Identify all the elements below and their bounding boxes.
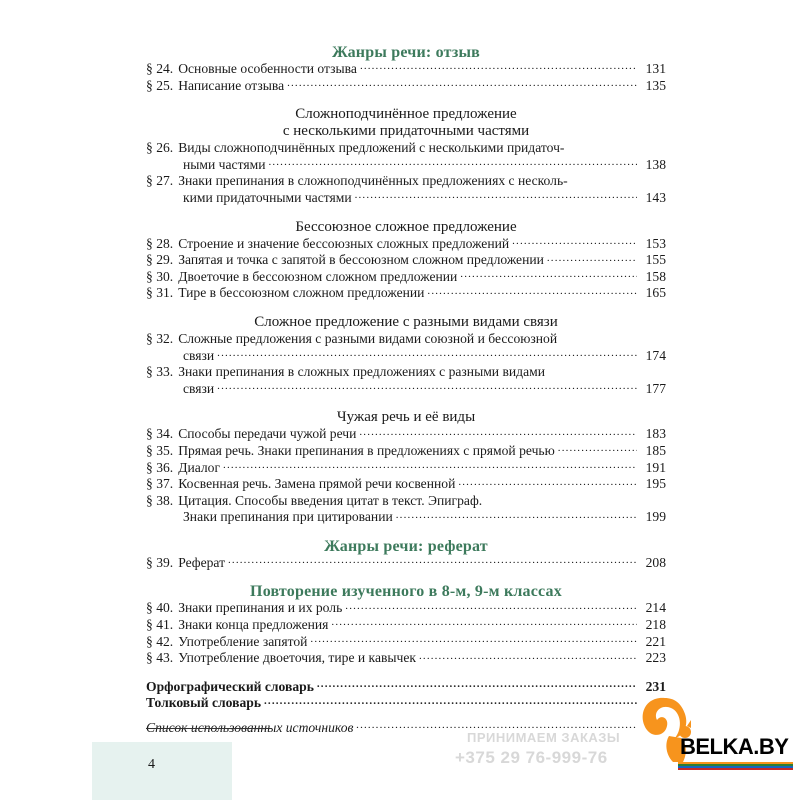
entry-title: кими придаточными частями (183, 189, 352, 205)
entry-page: 143 (645, 189, 666, 205)
section-title: Жанры речи: реферат (324, 537, 488, 555)
entry-title: Знаки препинания и их роль (178, 600, 343, 616)
toc-entry-line (146, 364, 666, 381)
toc-entry[interactable] (146, 493, 666, 526)
toc-entry[interactable] (146, 285, 666, 302)
entry-page: 174 (645, 347, 666, 363)
section-gap (146, 207, 666, 219)
entry-number: § 31. (146, 285, 174, 301)
appendix-entry[interactable] (146, 679, 666, 696)
toc-entry-line (146, 650, 666, 667)
toc-entry-line (146, 190, 666, 207)
dot-leader (331, 617, 637, 629)
dot-leader (360, 61, 637, 73)
entry-page: 191 (645, 459, 666, 475)
section-title: Бессоюзное сложное предложение (295, 218, 517, 235)
entry-title: Цитация. Способы введения цитат в текст. Эпиграф. (178, 492, 483, 508)
page-corner-tint (92, 742, 232, 800)
toc-entry[interactable] (146, 634, 666, 651)
section-gap (146, 397, 666, 409)
entry-page: 214 (645, 600, 666, 616)
section-title: Сложноподчинённое предложение (295, 106, 517, 123)
watermark (440, 728, 660, 788)
belka-logo (635, 692, 795, 792)
entry-page: 223 (645, 650, 666, 666)
entry-number: § 40. (146, 600, 174, 616)
entry-title: связи (183, 347, 215, 363)
entry-page: 155 (645, 252, 666, 268)
entry-title: Строение и значение бессоюзных сложных предложений (178, 235, 510, 251)
appendix-page: 231 (645, 678, 666, 694)
entry-title: Употребление запятой (178, 633, 308, 649)
dot-leader (458, 476, 637, 488)
entry-number: § 39. (146, 554, 174, 570)
entry-number: § 30. (146, 268, 174, 284)
entry-title: Реферат (178, 554, 226, 570)
toc-entry-line (146, 443, 666, 460)
entry-title: Прямая речь. Знаки препинания в предложениях с прямой речью (178, 442, 555, 458)
entry-title: Запятая и точка с запятой в бессоюзном сложном предложении (178, 252, 544, 268)
entry-title: Сложные предложения с разными видами союзной и бессоюзной (178, 330, 558, 346)
entry-number: § 24. (146, 61, 174, 76)
watermark-line2: +375 29 76-999-76 (455, 748, 608, 767)
entry-number: § 28. (146, 235, 174, 251)
toc-entry-line (146, 460, 666, 477)
entry-page: 153 (645, 235, 666, 251)
toc-entry[interactable] (146, 236, 666, 253)
footnote-rule (146, 728, 272, 729)
entry-number: § 25. (146, 77, 174, 93)
entry-page: 185 (645, 442, 666, 458)
table-of-contents (146, 44, 666, 737)
toc-entry[interactable] (146, 61, 666, 78)
toc-entry-line (146, 555, 666, 572)
dot-leader (427, 285, 637, 297)
dot-leader (460, 269, 637, 281)
toc-entry-line (146, 493, 666, 510)
entry-title: Знаки препинания в сложноподчинённых предложениях с несколь- (178, 173, 568, 189)
dot-leader (223, 460, 637, 472)
dot-leader (512, 236, 637, 248)
toc-entry-line (146, 600, 666, 617)
dot-leader (268, 157, 637, 169)
entry-title: Написание отзыва (178, 77, 285, 93)
dot-leader (310, 634, 637, 646)
toc-entry-line (146, 634, 666, 651)
toc-entry[interactable] (146, 443, 666, 460)
toc-entry[interactable] (146, 600, 666, 617)
entry-number: § 37. (146, 476, 174, 492)
entry-number: § 36. (146, 459, 174, 475)
toc-entry-line (146, 476, 666, 493)
section-title: Повторение изученного в 8-м, 9-м классах (250, 583, 562, 601)
entry-page: 177 (645, 380, 666, 396)
section-title: Сложное предложение с разными видами связи (254, 313, 558, 330)
section-title: Чужая речь и её виды (336, 409, 476, 426)
toc-entry[interactable] (146, 140, 666, 173)
toc-entry[interactable] (146, 460, 666, 477)
entry-title: Тире в бессоюзном сложном предложении (178, 285, 425, 301)
dot-leader (396, 509, 637, 521)
toc-entry-line (146, 157, 666, 174)
toc-entry-line (146, 348, 666, 365)
dot-leader (359, 426, 637, 438)
toc-entry[interactable] (146, 78, 666, 95)
entry-number: § 38. (146, 492, 174, 508)
entry-title: Виды сложноподчинённых предложений с несколькими придаточ- (178, 140, 565, 156)
toc-entry[interactable] (146, 650, 666, 667)
toc-entry-line (146, 173, 666, 190)
toc-entry[interactable] (146, 364, 666, 397)
entry-title: Основные особенности отзыва (178, 61, 357, 76)
entry-title: Косвенная речь. Замена прямой речи косвенной (178, 476, 456, 492)
page-number: 4 (148, 757, 155, 772)
entry-number: § 41. (146, 617, 174, 633)
entry-title: Употребление двоеточия, тире и кавычек (178, 650, 417, 666)
section-gap (146, 302, 666, 314)
appendix-entry[interactable] (146, 695, 666, 712)
entry-title: Знаки препинания в сложных предложениях с разными видами (178, 364, 545, 380)
toc-entry[interactable] (146, 269, 666, 286)
section-gap (146, 94, 666, 106)
dot-leader (547, 252, 637, 264)
entry-title: Знаки конца предложения (178, 617, 329, 633)
toc-entry[interactable] (146, 555, 666, 572)
entry-number: § 35. (146, 442, 174, 458)
toc-entry[interactable] (146, 476, 666, 493)
entry-number: § 29. (146, 252, 174, 268)
dot-leader (217, 348, 637, 360)
entry-title: связи (183, 380, 215, 396)
dot-leader (264, 695, 637, 707)
entry-title: Знаки препинания при цитировании (183, 509, 393, 525)
appendix-title: Список использованных источников (146, 720, 354, 736)
toc-entry[interactable] (146, 426, 666, 443)
entry-page: 131 (645, 61, 666, 76)
toc-entry-line (146, 78, 666, 95)
entry-page: 195 (645, 476, 666, 492)
entry-number: § 26. (146, 140, 174, 156)
dot-leader (228, 555, 637, 567)
watermark-line1: ПРИНИМАЕМ ЗАКАЗЫ (467, 730, 621, 745)
entry-title: Двоеточие в бессоюзном сложном предложении (178, 268, 458, 284)
entry-page: 199 (645, 509, 666, 525)
section-gap (146, 526, 666, 538)
dot-leader (345, 600, 637, 612)
toc-entry[interactable] (146, 173, 666, 206)
dot-leader (217, 381, 637, 393)
entry-page: 208 (645, 554, 666, 570)
entry-page: 158 (645, 268, 666, 284)
dot-leader (317, 679, 637, 691)
entry-page: 135 (645, 77, 666, 93)
dot-leader (419, 650, 637, 662)
section-title-line2: с несколькими придаточными частями (282, 123, 530, 140)
toc-entry[interactable] (146, 331, 666, 364)
toc-entry-line (146, 61, 666, 78)
section-title: Жанры речи: отзыв (331, 44, 480, 61)
entry-title: Способы передачи чужой речи (178, 426, 357, 442)
entry-number: § 34. (146, 426, 174, 442)
toc-entry-line (146, 236, 666, 253)
entry-number: § 33. (146, 364, 174, 380)
entry-number: § 42. (146, 633, 174, 649)
entry-page: 221 (645, 633, 666, 649)
squirrel-icon (635, 692, 695, 772)
dot-leader (558, 443, 637, 455)
entry-number: § 43. (146, 650, 174, 666)
appendix-gap (146, 712, 666, 720)
toc-entry-line (146, 426, 666, 443)
dot-leader (355, 190, 637, 202)
toc-entry-line (146, 269, 666, 286)
dot-leader (287, 78, 637, 90)
section-gap (146, 571, 666, 583)
entry-page: 138 (645, 156, 666, 172)
toc-entry-line (146, 509, 666, 526)
toc-entry-line (146, 285, 666, 302)
toc-entry[interactable] (146, 252, 666, 269)
toc-entry-line (146, 140, 666, 157)
entry-page: 218 (645, 617, 666, 633)
entry-title: Диалог (178, 459, 221, 475)
entry-page: 165 (645, 285, 666, 301)
entry-title: ными частями (183, 156, 266, 172)
logo-text: BELKA.BY (680, 734, 789, 759)
section-gap (146, 667, 666, 679)
logo-stripes (678, 762, 793, 770)
entry-number: § 27. (146, 173, 174, 189)
entry-page: 183 (645, 426, 666, 442)
toc-entry[interactable] (146, 617, 666, 634)
toc-entry-line (146, 331, 666, 348)
entry-number: § 32. (146, 330, 174, 346)
toc-entry-line (146, 381, 666, 398)
toc-entry-line (146, 252, 666, 269)
toc-entry-line (146, 617, 666, 634)
appendix-title: Орфографический словарь (146, 678, 314, 694)
appendix-title: Толковый словарь (146, 695, 262, 711)
